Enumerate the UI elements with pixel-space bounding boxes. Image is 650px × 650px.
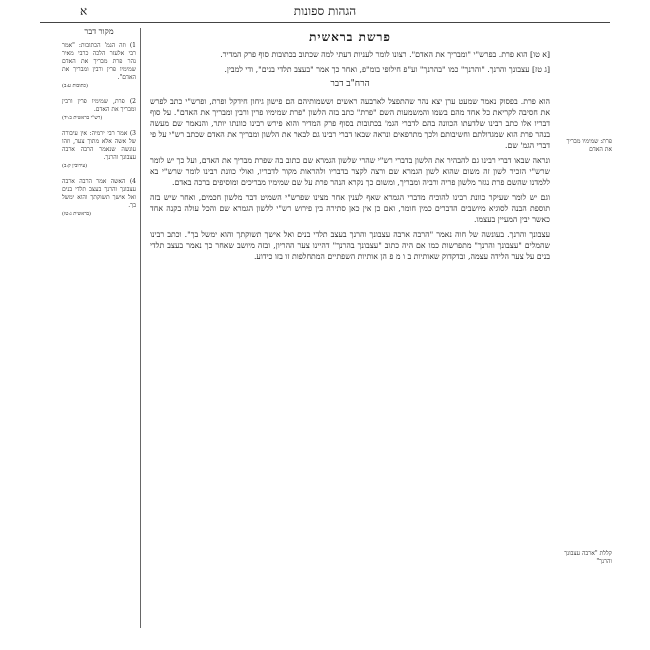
sources-column — [62, 28, 136, 226]
page-number: א — [80, 4, 88, 18]
body-paragraph-2: ונראה שבאו דברי רבינו גם להבהיר את הלשון בדברי רש"י שהרי שלשון הגמרא שם כתוב בה שפרת מבריך את האדם, ועל כך יש לומר שרש"י הזכיר לשון זה משום שהוא לשון הגמרא שם ורצה לקצר בדבריו ולהראות מקור לדבריו, ואולי כוונת רבינו לומר שרש"י בא ללמדנו שהשם פרת נגזר מלשון פריה ורביה ומבריך, ומשום כך נקרא הנהר פרת על שם שמימיו מבריכים ומוסיפים ברכה באדם. — [150, 156, 550, 187]
source-text: 3) אמר רבי ירמיה: אין עיבורה של אשה אלא מתוך צער, וזהו עונשה שנאמר הרבה ארבה עצבונך והרנך. — [62, 130, 136, 161]
main-column — [150, 28, 550, 266]
margin-note-1: פרת: שמימיו מבריך את האדם — [566, 138, 612, 153]
header-rule — [40, 22, 610, 23]
note-1: [א טו] הוא פרת. בפרש"י "ומבריך את האדם". רצונו לומר לעניות דעתי למה שכתוב בכתובות סוף פרק המדיר. — [220, 50, 550, 59]
body-paragraph-4: עצבונך והרנך. בעונשה של חוה נאמר "הרבה ארבה עצבונך והרנך בעצב תלדי בנים ואל אישך תשוקתך והוא ימשל בך". וכתב רבינו שהמלים "עצבונך והרנך" מתפרשות כמו אם היה כתוב "עצבונך בהרנך" דהיינו צער ההריון, ובזה מיושב שאחר כך נאמר בעצב תלדי בנים על צער הלידה עצמה, ובדקדוק שאותיות ב ו מ פ הן אותיות השפתיים המתחלפות זו בזו כידוע. — [150, 230, 550, 261]
column-divider — [140, 28, 141, 628]
source-text: 1) וזה הגמ' הכתובות: "אמר רבי אלעזר הלכה כרבי מאיר נהר פרת מבריך את האדם שמימיו פרין ורבין ומבריך את האדם". — [62, 42, 136, 81]
note-2: [ג טז] עצבונך והרנך. "והרנך" כמו "בהרנך" וע"פ חילופי בומ"פ, ואחר כך אמר "בעצב תלדי בנים", ודי למבין. — [224, 65, 550, 74]
body-paragraph-1: הוא פרת. בפסוק נאמר שמעט ערן יצא נהר שהתפצל לארבעה ראשים וששמותיהם הם פישון גיחון חידקל ופרת, ופרש"י כתב לפרש את חסיבה לקריאת כל אחד מהם בשמו והמשמעות השם "פרת" כתב בזה הלשון "פרת שמימיו פרין ורבין ומבריך את האדם". על סוף דבריו אלו כתב רבינו שלדעתו הכוונה בהם לדברי הגמ' בכתובות בסוף פרק המדיר והוא פירש רבינו כוונתו יותר, והנאמר שם מעשה בנהר פרת הוא שמגדולתם וחשיבותם ולכך מתרפאים ונראה שבאו דברי רבינו גם לבאר את הלשון ומבריך את האדם שכתב רש"י על פי דברי הגמ' שם. — [150, 97, 550, 150]
source-text: 2) פרת, שמימיו פרין ורבין ומבריך את האדם. — [62, 98, 136, 113]
body-paragraph-3: וגם יש לומר שעיקר כוונת רבינו להוכיח מדברי הגמרא שאף לענין אחר מצינו שפרש"י השמיט דבר מלשון חכמים, ואחר שיש בזה תוספת הבנה לסוגיא מיושבים הדברים כמין חומר, ואם כן אין כאן סתירה בין פירוש רש"י ללשון הגמרא שם והכל עולה בקנה אחד כאשר יבין המעיין בעצמו. — [150, 193, 550, 224]
source-reference: (רש"י בראשית ב:יד) — [62, 115, 103, 121]
source-reference: (בראשית ג:טז) — [62, 211, 92, 217]
source-item — [62, 178, 136, 218]
source-reference: (עירובין ק:ב) — [62, 163, 88, 169]
source-reference: (כתובות ע:ב) — [62, 83, 88, 89]
section-title: הרח"ב דבר — [330, 79, 370, 89]
parasha-heading: פרשת בראשית — [309, 30, 391, 44]
source-item — [62, 98, 136, 122]
source-item — [62, 130, 136, 170]
source-text: 4) האשה אמר הרבה ארבה עצבונך והרנך בעצב תלדי בנים ואל אישך תשוקתך והוא ימשל בך. — [62, 178, 136, 209]
running-title: הגהות ספונות — [293, 4, 357, 18]
margin-note-2: קללת "ארבה עצבונך והרנך" — [564, 550, 612, 565]
running-head — [40, 4, 610, 22]
sources-title: מקור דבר — [84, 27, 114, 36]
source-item — [62, 42, 136, 90]
